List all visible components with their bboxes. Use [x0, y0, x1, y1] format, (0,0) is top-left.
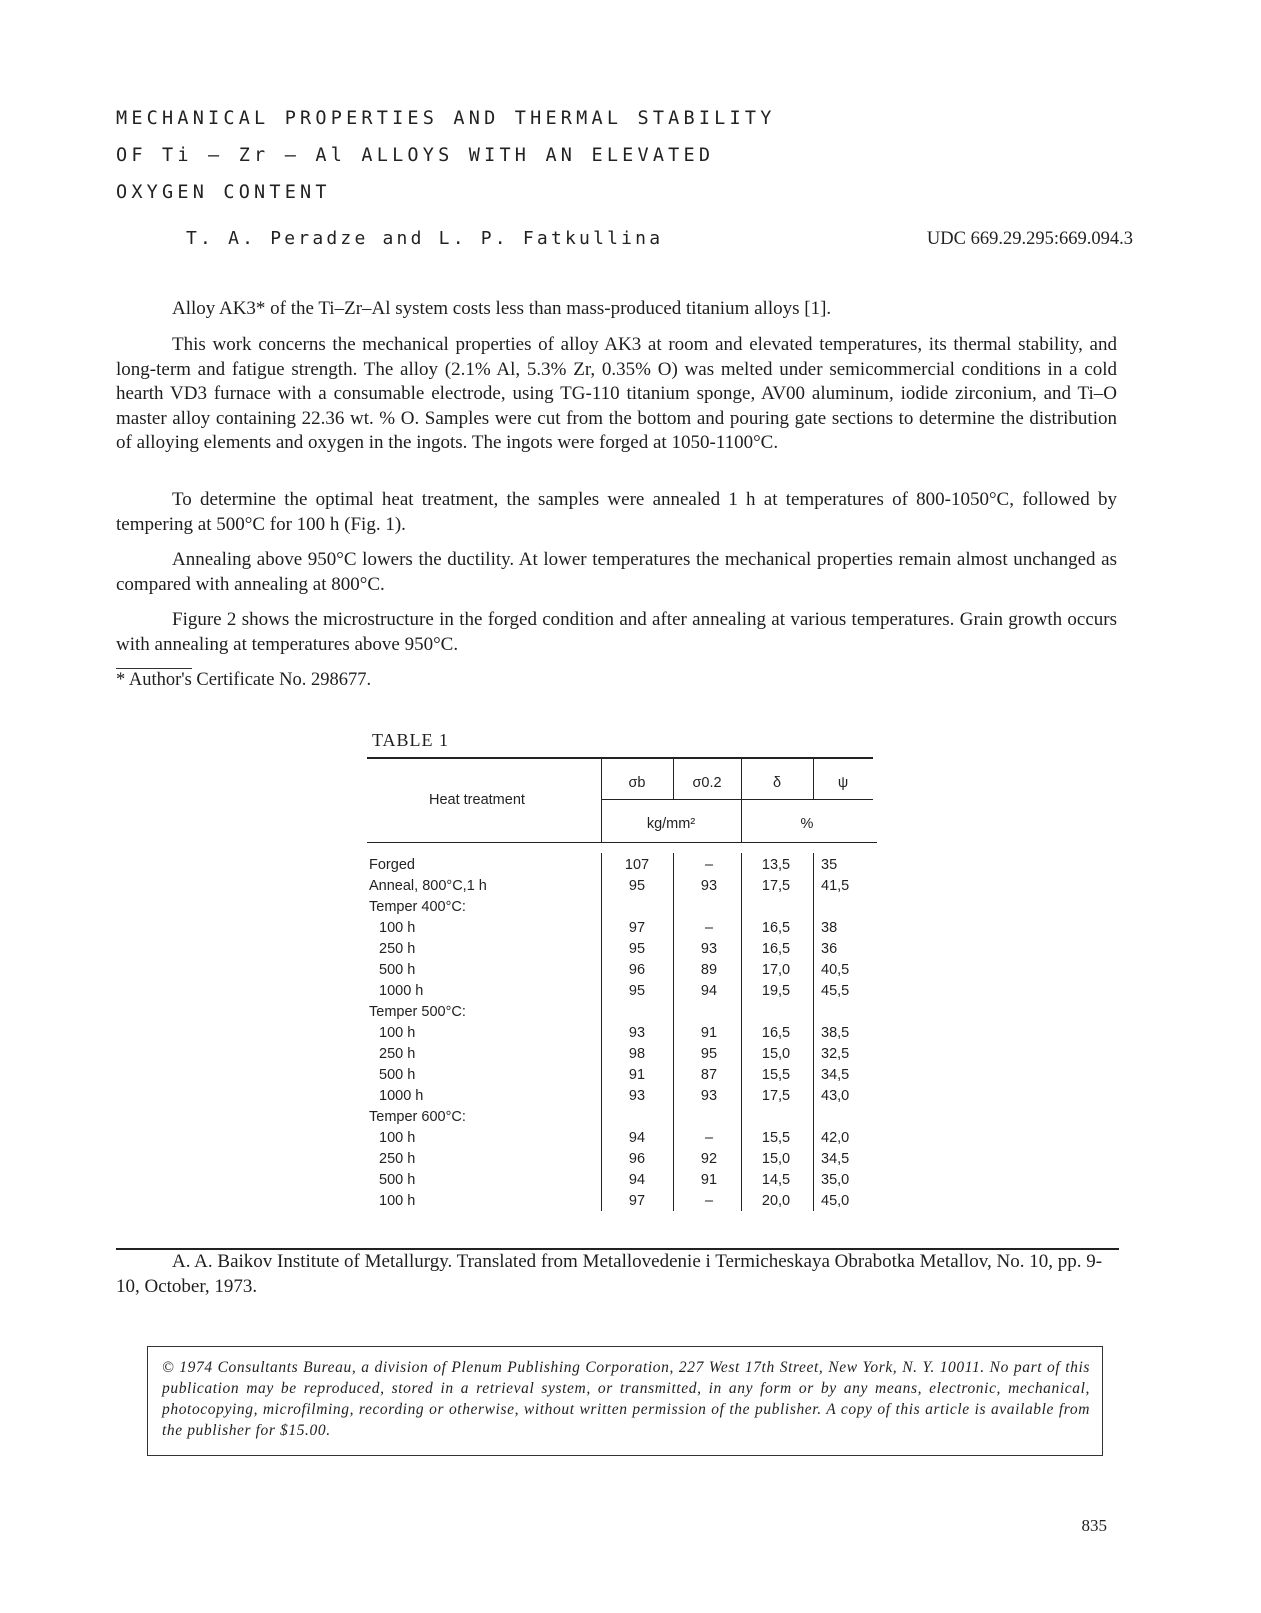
- paragraph-text: Alloy AK3* of the Ti–Zr–Al system costs less than mass-produced titanium alloys [1].: [172, 298, 832, 319]
- row-value-1: 94: [628, 1130, 646, 1146]
- title-line-1: MECHANICAL PROPERTIES AND THERMAL STABILITY: [116, 108, 776, 129]
- row-value-4: 42,0: [821, 1130, 850, 1146]
- row-value-2: 92: [700, 1151, 718, 1167]
- table-caption: TABLE 1: [372, 730, 450, 750]
- header-bottom-rule: [367, 842, 877, 843]
- table-row: [367, 920, 877, 941]
- row-value-3: 15,0: [761, 1151, 791, 1167]
- table-row: [367, 1151, 877, 1172]
- row-label: Anneal, 800°C,1 h: [369, 878, 487, 894]
- row-label: 1000 h: [379, 983, 424, 999]
- row-value-1: 107: [624, 857, 650, 873]
- row-label: Temper 600°C:: [369, 1109, 466, 1125]
- unit-strength: kg/mm²: [646, 816, 696, 832]
- row-value-1: 95: [628, 983, 646, 999]
- row-value-4: 34,5: [821, 1067, 850, 1083]
- table-row: [367, 983, 877, 1004]
- row-value-4: 34,5: [821, 1151, 850, 1167]
- row-value-1: 93: [628, 1088, 646, 1104]
- row-value-4: 35,0: [821, 1172, 850, 1188]
- header-delta: δ: [772, 775, 782, 791]
- header-heat-treatment: Heat treatment: [429, 792, 525, 808]
- udc-code: UDC 669.29.295:669.094.3: [926, 229, 1133, 249]
- row-value-2: 87: [700, 1067, 718, 1083]
- row-value-2: 94: [700, 983, 718, 999]
- row-value-4: 32,5: [821, 1046, 850, 1062]
- row-value-1: 96: [628, 962, 646, 978]
- table-row: [367, 878, 877, 899]
- row-value-3: 16,5: [761, 1025, 791, 1041]
- paragraph-text: Figure 2 shows the microstructure in the forged condition and after annealing at various temperatures. Grain growth occurs with annealing at temperatures above 950°C.: [116, 609, 1117, 655]
- data-table: [367, 757, 877, 1217]
- row-label: 100 h: [379, 920, 416, 936]
- row-value-3: 13,5: [761, 857, 791, 873]
- row-label: 500 h: [379, 962, 416, 978]
- header-sigma-b: σb: [628, 775, 646, 791]
- table-row: [367, 1025, 877, 1046]
- row-value-1: 94: [628, 1172, 646, 1188]
- paragraph-3: [116, 488, 1117, 537]
- row-label: 100 h: [379, 1025, 416, 1041]
- table-row: [367, 1088, 877, 1109]
- table-top-rule: [367, 757, 873, 759]
- table-row: [367, 1193, 877, 1214]
- table-row: [367, 899, 877, 920]
- footnote-rule: [116, 668, 192, 669]
- affiliation: [116, 1250, 1117, 1299]
- row-label: 100 h: [379, 1130, 416, 1146]
- row-value-3: 15,5: [761, 1067, 791, 1083]
- table-row: [367, 1067, 877, 1088]
- row-value-2: 91: [700, 1025, 718, 1041]
- header-sigma-02: σ0.2: [692, 775, 722, 791]
- copyright-text: © 1974 Consultants Bureau, a division of Plenum Publishing Corporation, 227 West 17th Street, New York, N. Y. 10011. No part of this publication may be reproduced, stored in a retrieval system, or transmitted, in any form or by any means, electronic, mechanical, photocopying, microfilming, recording or otherwise, without written permission of the publisher. A copy of this article is available from the publisher for $15.00.: [162, 1359, 1090, 1439]
- paragraph-1: [116, 297, 1117, 322]
- table-row: [367, 1109, 877, 1130]
- title-line-3: OXYGEN CONTENT: [116, 182, 331, 203]
- row-value-4: 38: [821, 920, 838, 936]
- row-label: 100 h: [379, 1193, 416, 1209]
- table-row: [367, 1004, 877, 1025]
- footnote: * Author's Certificate No. 298677.: [116, 670, 372, 690]
- table-row: [367, 1130, 877, 1151]
- row-label: Forged: [369, 857, 415, 873]
- paragraph-5: [116, 608, 1117, 657]
- row-value-3: 20,0: [761, 1193, 791, 1209]
- row-value-4: 36: [821, 941, 838, 957]
- row-value-3: 14,5: [761, 1172, 791, 1188]
- row-value-1: 91: [628, 1067, 646, 1083]
- row-value-3: 15,5: [761, 1130, 791, 1146]
- paragraph-text: Annealing above 950°C lowers the ductility. At lower temperatures the mechanical properties remain almost unchanged as compared with annealing at 800°C.: [116, 549, 1117, 595]
- table-row: [367, 1172, 877, 1193]
- row-value-1: 95: [628, 878, 646, 894]
- row-label: 500 h: [379, 1067, 416, 1083]
- row-value-3: 16,5: [761, 941, 791, 957]
- copyright-box: [147, 1346, 1103, 1456]
- table-row: [367, 857, 877, 878]
- row-value-3: 19,5: [761, 983, 791, 999]
- table-row: [367, 1046, 877, 1067]
- row-value-1: 97: [628, 1193, 646, 1209]
- row-value-1: 96: [628, 1151, 646, 1167]
- row-value-1: 93: [628, 1025, 646, 1041]
- row-value-3: 17,5: [761, 1088, 791, 1104]
- row-value-4: 45,0: [821, 1193, 850, 1209]
- row-label: 250 h: [379, 1046, 416, 1062]
- row-value-4: 45,5: [821, 983, 850, 999]
- row-value-2: 93: [700, 1088, 718, 1104]
- paragraph-2: [116, 333, 1117, 456]
- page-number: 835: [1081, 1516, 1107, 1535]
- row-label: 250 h: [379, 1151, 416, 1167]
- table-row: [367, 941, 877, 962]
- row-value-3: 17,0: [761, 962, 791, 978]
- header-mid-rule: [601, 799, 873, 800]
- row-value-1: 95: [628, 941, 646, 957]
- row-value-4: 38,5: [821, 1025, 850, 1041]
- row-value-1: 97: [628, 920, 646, 936]
- title-line-2: OF Ti – Zr – Al ALLOYS WITH AN ELEVATED: [116, 145, 715, 166]
- row-value-3: 17,5: [761, 878, 791, 894]
- row-label: Temper 400°C:: [369, 899, 466, 915]
- paragraph-4: [116, 548, 1117, 597]
- row-value-2: –: [704, 1193, 714, 1209]
- row-value-2: 91: [700, 1172, 718, 1188]
- row-value-2: 89: [700, 962, 718, 978]
- row-value-4: 35: [821, 857, 838, 873]
- row-value-3: 15,0: [761, 1046, 791, 1062]
- row-label: 500 h: [379, 1172, 416, 1188]
- row-label: Temper 500°C:: [369, 1004, 466, 1020]
- row-value-2: –: [704, 857, 714, 873]
- row-value-4: 41,5: [821, 878, 850, 894]
- affiliation-text: A. A. Baikov Institute of Metallurgy. Translated from Metallovedenie i Termicheskaya Obrabotka Metallov, No. 10, pp. 9-10, October, 1973.: [116, 1251, 1103, 1297]
- row-value-3: 16,5: [761, 920, 791, 936]
- header-psi: ψ: [837, 775, 849, 791]
- row-value-4: 40,5: [821, 962, 850, 978]
- table-row: [367, 962, 877, 983]
- authors: T. A. Peradze and L. P. Fatkullina: [186, 228, 664, 249]
- paragraph-text: This work concerns the mechanical properties of alloy AK3 at room and elevated temperatures, its thermal stability, and long-term and fatigue strength. The alloy (2.1% Al, 5.3% Zr, 0.35% O) was melted under semicommercial conditions in a cold hearth VD3 furnace with a consumable electrode, using TG-110 titanium sponge, AV00 aluminum, iodide zirconium, and Ti–O master alloy containing 22.36 wt. % O. Samples were cut from the bottom and pouring gate sections to determine the distribution of alloying elements and oxygen in the ingots. The ingots were forged at 1050-1100°C.: [116, 334, 1117, 453]
- row-label: 1000 h: [379, 1088, 424, 1104]
- unit-percent: %: [800, 816, 814, 832]
- row-value-4: 43,0: [821, 1088, 850, 1104]
- row-value-1: 98: [628, 1046, 646, 1062]
- row-label: 250 h: [379, 941, 416, 957]
- row-value-2: –: [704, 920, 714, 936]
- paragraph-text: To determine the optimal heat treatment, the samples were annealed 1 h at temperatures of 800-1050°C, followed by tempering at 500°C for 100 h (Fig. 1).: [116, 489, 1117, 535]
- row-value-2: 95: [700, 1046, 718, 1062]
- row-value-2: –: [704, 1130, 714, 1146]
- row-value-2: 93: [700, 878, 718, 894]
- row-value-2: 93: [700, 941, 718, 957]
